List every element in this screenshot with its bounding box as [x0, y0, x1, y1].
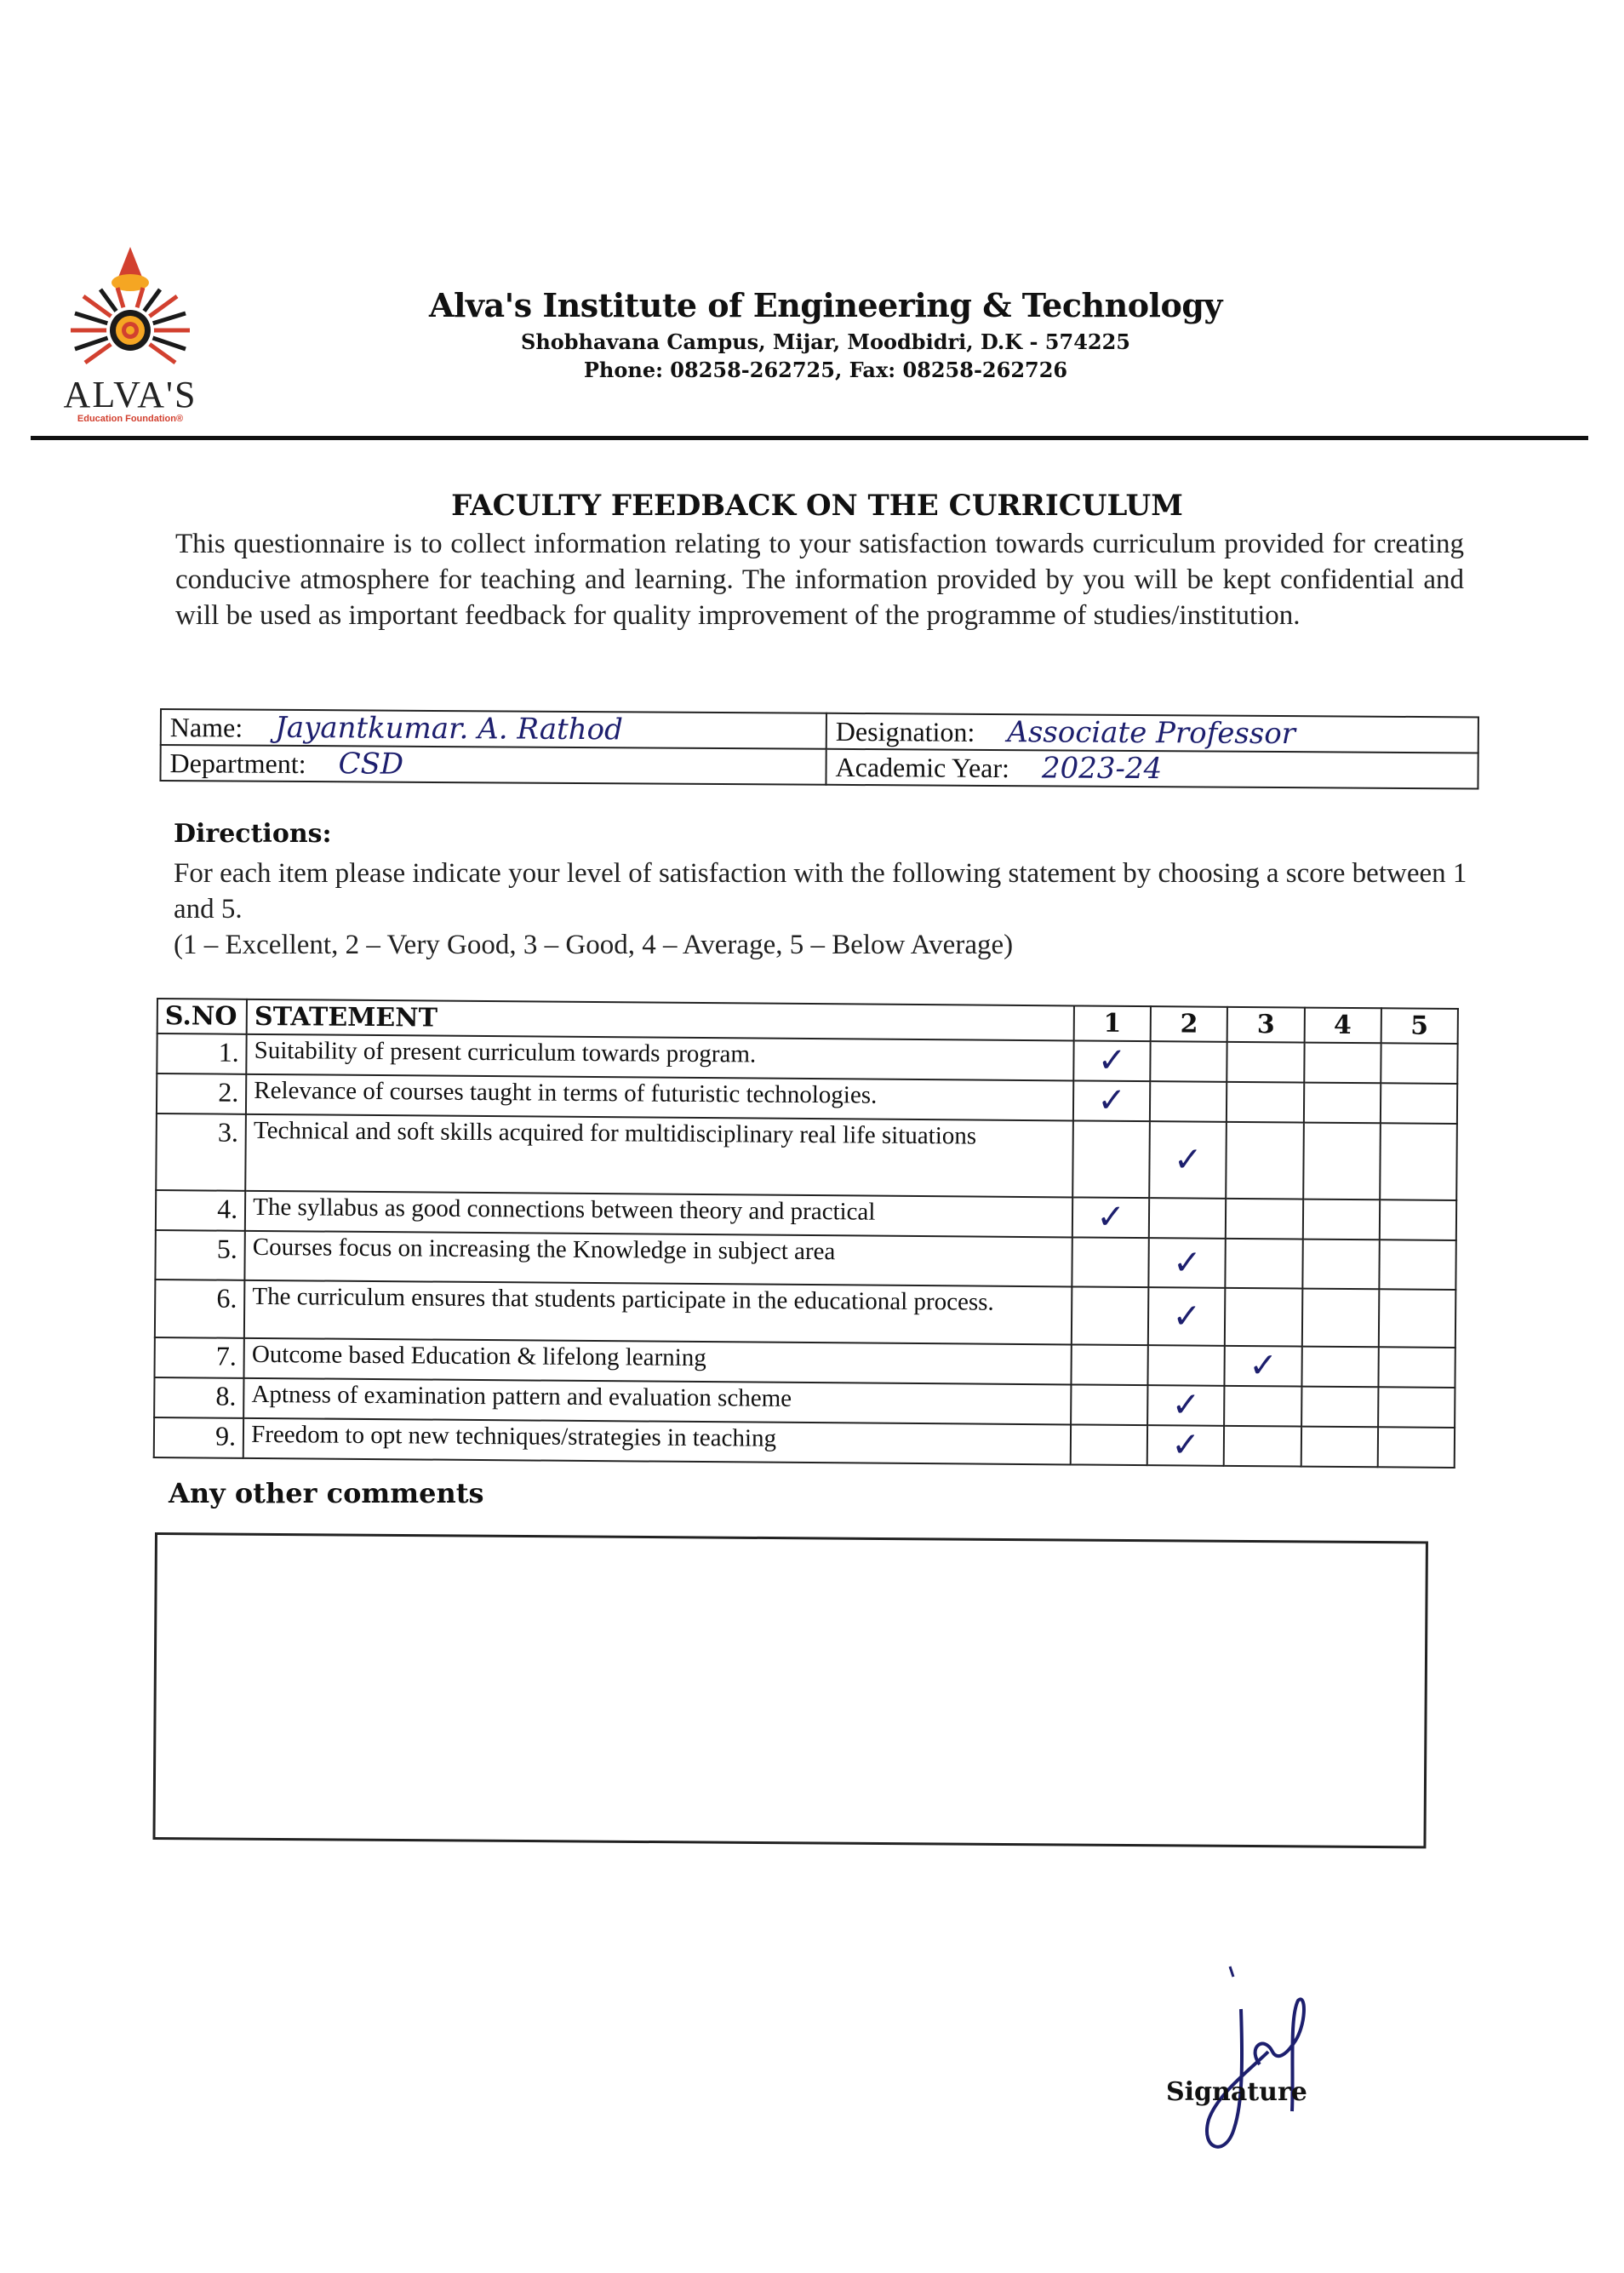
score-5-cell[interactable] — [1379, 1240, 1456, 1290]
row-sno: 8. — [154, 1377, 244, 1418]
institute-name: Alva's Institute of Engineering & Technology — [429, 286, 1222, 324]
institute-header — [272, 286, 1379, 382]
score-4-cell[interactable] — [1303, 1123, 1381, 1200]
score-1-cell[interactable] — [1071, 1384, 1148, 1425]
row-sno: 7. — [154, 1337, 244, 1378]
row-sno: 6. — [155, 1280, 245, 1338]
row-statement: Outcome based Education & lifelong learning — [244, 1338, 1072, 1385]
signature-label: Signature — [1166, 2077, 1307, 2107]
score-3-cell[interactable] — [1226, 1199, 1303, 1240]
row-sno: 2. — [157, 1074, 247, 1114]
score-4-cell[interactable] — [1301, 1347, 1379, 1388]
score-1-cell[interactable] — [1071, 1344, 1148, 1385]
rating-row — [155, 1280, 1455, 1348]
signature-area — [1158, 1958, 1362, 2162]
directions-instruction: For each item please indicate your level of satisfaction with the following statement by choosing a score between 1 and 5. — [174, 858, 1467, 925]
checkmark-icon: ✓ — [1249, 1346, 1278, 1386]
score-1-cell[interactable] — [1072, 1197, 1150, 1238]
checkmark-icon: ✓ — [1097, 1080, 1127, 1120]
score-5-cell[interactable] — [1378, 1347, 1455, 1388]
score-5-cell[interactable] — [1380, 1123, 1457, 1200]
header-score-1: 1 — [1074, 1005, 1152, 1041]
score-5-cell[interactable] — [1378, 1387, 1455, 1428]
alvas-logo-icon — [32, 245, 228, 373]
department-value: CSD — [338, 747, 404, 782]
score-4-cell[interactable] — [1303, 1083, 1381, 1124]
score-4-cell[interactable] — [1301, 1427, 1378, 1468]
header-statement: STATEMENT — [247, 999, 1074, 1041]
score-5-cell[interactable] — [1379, 1289, 1456, 1348]
row-statement: The curriculum ensures that students participate in the educational process. — [244, 1280, 1072, 1345]
comments-heading: Any other comments — [169, 1477, 484, 1509]
row-sno: 5. — [155, 1230, 245, 1280]
checkmark-icon: ✓ — [1096, 1197, 1125, 1237]
score-5-cell[interactable] — [1381, 1083, 1458, 1124]
rating-row — [156, 1114, 1457, 1200]
score-5-cell[interactable] — [1380, 1199, 1457, 1240]
score-3-cell[interactable] — [1227, 1042, 1305, 1083]
academic-year-field[interactable] — [826, 749, 1478, 789]
score-1-cell[interactable] — [1072, 1120, 1150, 1198]
faculty-info-table — [159, 708, 1478, 789]
logo-wordmark: ALVA'S — [63, 374, 197, 415]
academic-year-value: 2023-24 — [1041, 751, 1163, 787]
checkmark-icon: ✓ — [1171, 1425, 1201, 1465]
score-1-cell[interactable] — [1072, 1286, 1149, 1345]
directions-heading: Directions: — [174, 819, 332, 849]
row-statement: Aptness of examination pattern and evaluation scheme — [243, 1378, 1071, 1425]
checkmark-icon: ✓ — [1097, 1040, 1127, 1080]
score-3-cell[interactable] — [1227, 1122, 1304, 1199]
header-score-2: 2 — [1151, 1006, 1228, 1042]
checkmark-icon: ✓ — [1172, 1242, 1202, 1283]
score-3-cell[interactable] — [1225, 1288, 1302, 1347]
score-4-cell[interactable] — [1302, 1199, 1380, 1240]
name-label: Name: — [169, 712, 243, 743]
checkmark-icon: ✓ — [1172, 1296, 1202, 1337]
academic-year-label: Academic Year: — [835, 751, 1010, 784]
score-1-cell[interactable] — [1073, 1080, 1151, 1121]
row-sno: 9. — [154, 1417, 244, 1458]
header-score-4: 4 — [1304, 1008, 1381, 1044]
designation-label: Designation: — [835, 715, 975, 747]
score-3-cell[interactable] — [1224, 1386, 1301, 1427]
score-4-cell[interactable] — [1304, 1043, 1381, 1084]
score-1-cell[interactable] — [1072, 1237, 1149, 1287]
designation-value: Associate Professor — [1007, 715, 1296, 752]
department-label: Department: — [169, 747, 306, 780]
header-score-3: 3 — [1227, 1007, 1305, 1043]
score-2-cell[interactable] — [1148, 1345, 1226, 1386]
score-2-cell[interactable] — [1150, 1081, 1227, 1122]
score-2-cell[interactable] — [1149, 1121, 1227, 1199]
row-sno: 3. — [156, 1114, 246, 1191]
checkmark-icon: ✓ — [1173, 1139, 1203, 1180]
header-sno: S.NO — [157, 999, 247, 1034]
handwritten-signature-icon — [1158, 1958, 1362, 2162]
row-statement: Relevance of courses taught in terms of futuristic technologies. — [246, 1074, 1073, 1121]
checkmark-icon: ✓ — [1171, 1385, 1201, 1425]
score-5-cell[interactable] — [1377, 1427, 1455, 1468]
score-2-cell[interactable] — [1147, 1385, 1225, 1426]
header-divider — [31, 436, 1588, 440]
row-statement: Courses focus on increasing the Knowledge in subject area — [245, 1231, 1072, 1287]
score-2-cell[interactable] — [1150, 1041, 1227, 1082]
score-3-cell[interactable] — [1225, 1346, 1302, 1387]
score-2-cell[interactable] — [1149, 1198, 1227, 1239]
score-1-cell[interactable] — [1073, 1040, 1151, 1081]
score-3-cell[interactable] — [1226, 1239, 1303, 1289]
score-2-cell[interactable] — [1147, 1425, 1225, 1466]
score-3-cell[interactable] — [1227, 1082, 1304, 1123]
score-4-cell[interactable] — [1301, 1387, 1379, 1428]
row-statement: The syllabus as good connections between theory and practical — [245, 1191, 1072, 1238]
institute-phone-fax: Phone: 08258-262725, Fax: 08258-262726 — [583, 358, 1068, 382]
row-statement: Technical and soft skills acquired for multidisciplinary real life situations — [245, 1114, 1072, 1198]
score-2-cell[interactable] — [1149, 1238, 1227, 1288]
score-4-cell[interactable] — [1302, 1240, 1380, 1290]
designation-field[interactable] — [826, 713, 1478, 753]
score-1-cell[interactable] — [1071, 1424, 1148, 1465]
logo-subtitle: Education Foundation® — [77, 414, 184, 424]
form-title: FACULTY FEEDBACK ON THE CURRICULUM — [451, 489, 1183, 523]
department-field[interactable] — [160, 745, 826, 785]
name-field[interactable] — [161, 709, 826, 749]
score-3-cell[interactable] — [1224, 1426, 1301, 1467]
comments-box[interactable] — [152, 1532, 1427, 1848]
score-5-cell[interactable] — [1381, 1043, 1458, 1084]
header-score-5: 5 — [1381, 1008, 1458, 1044]
score-2-cell[interactable] — [1148, 1287, 1226, 1346]
row-statement: Suitability of present curriculum towards program. — [246, 1034, 1073, 1081]
row-sno: 4. — [156, 1190, 246, 1231]
row-sno: 1. — [157, 1033, 247, 1074]
name-value: Jayantkumar. A. Rathod — [275, 710, 623, 747]
institute-address: Shobhavana Campus, Mijar, Moodbidri, D.K - 574225 — [520, 329, 1130, 354]
form-intro: This questionnaire is to collect information relating to your satisfaction towards curriculum provided for creating conducive atmosphere for teaching and learning. The information provided by you will be kept confidential and will be used as important feedback for quality improvement of the programme of studies/institution. — [175, 529, 1464, 631]
row-statement: Freedom to opt new techniques/strategies in teaching — [243, 1418, 1071, 1465]
directions-text — [174, 856, 1467, 963]
score-4-cell[interactable] — [1301, 1289, 1379, 1348]
institution-logo — [32, 245, 228, 426]
rating-table — [153, 998, 1459, 1469]
rating-scale-legend: (1 – Excellent, 2 – Very Good, 3 – Good, 4 – Average, 5 – Below Average) — [174, 930, 1014, 960]
